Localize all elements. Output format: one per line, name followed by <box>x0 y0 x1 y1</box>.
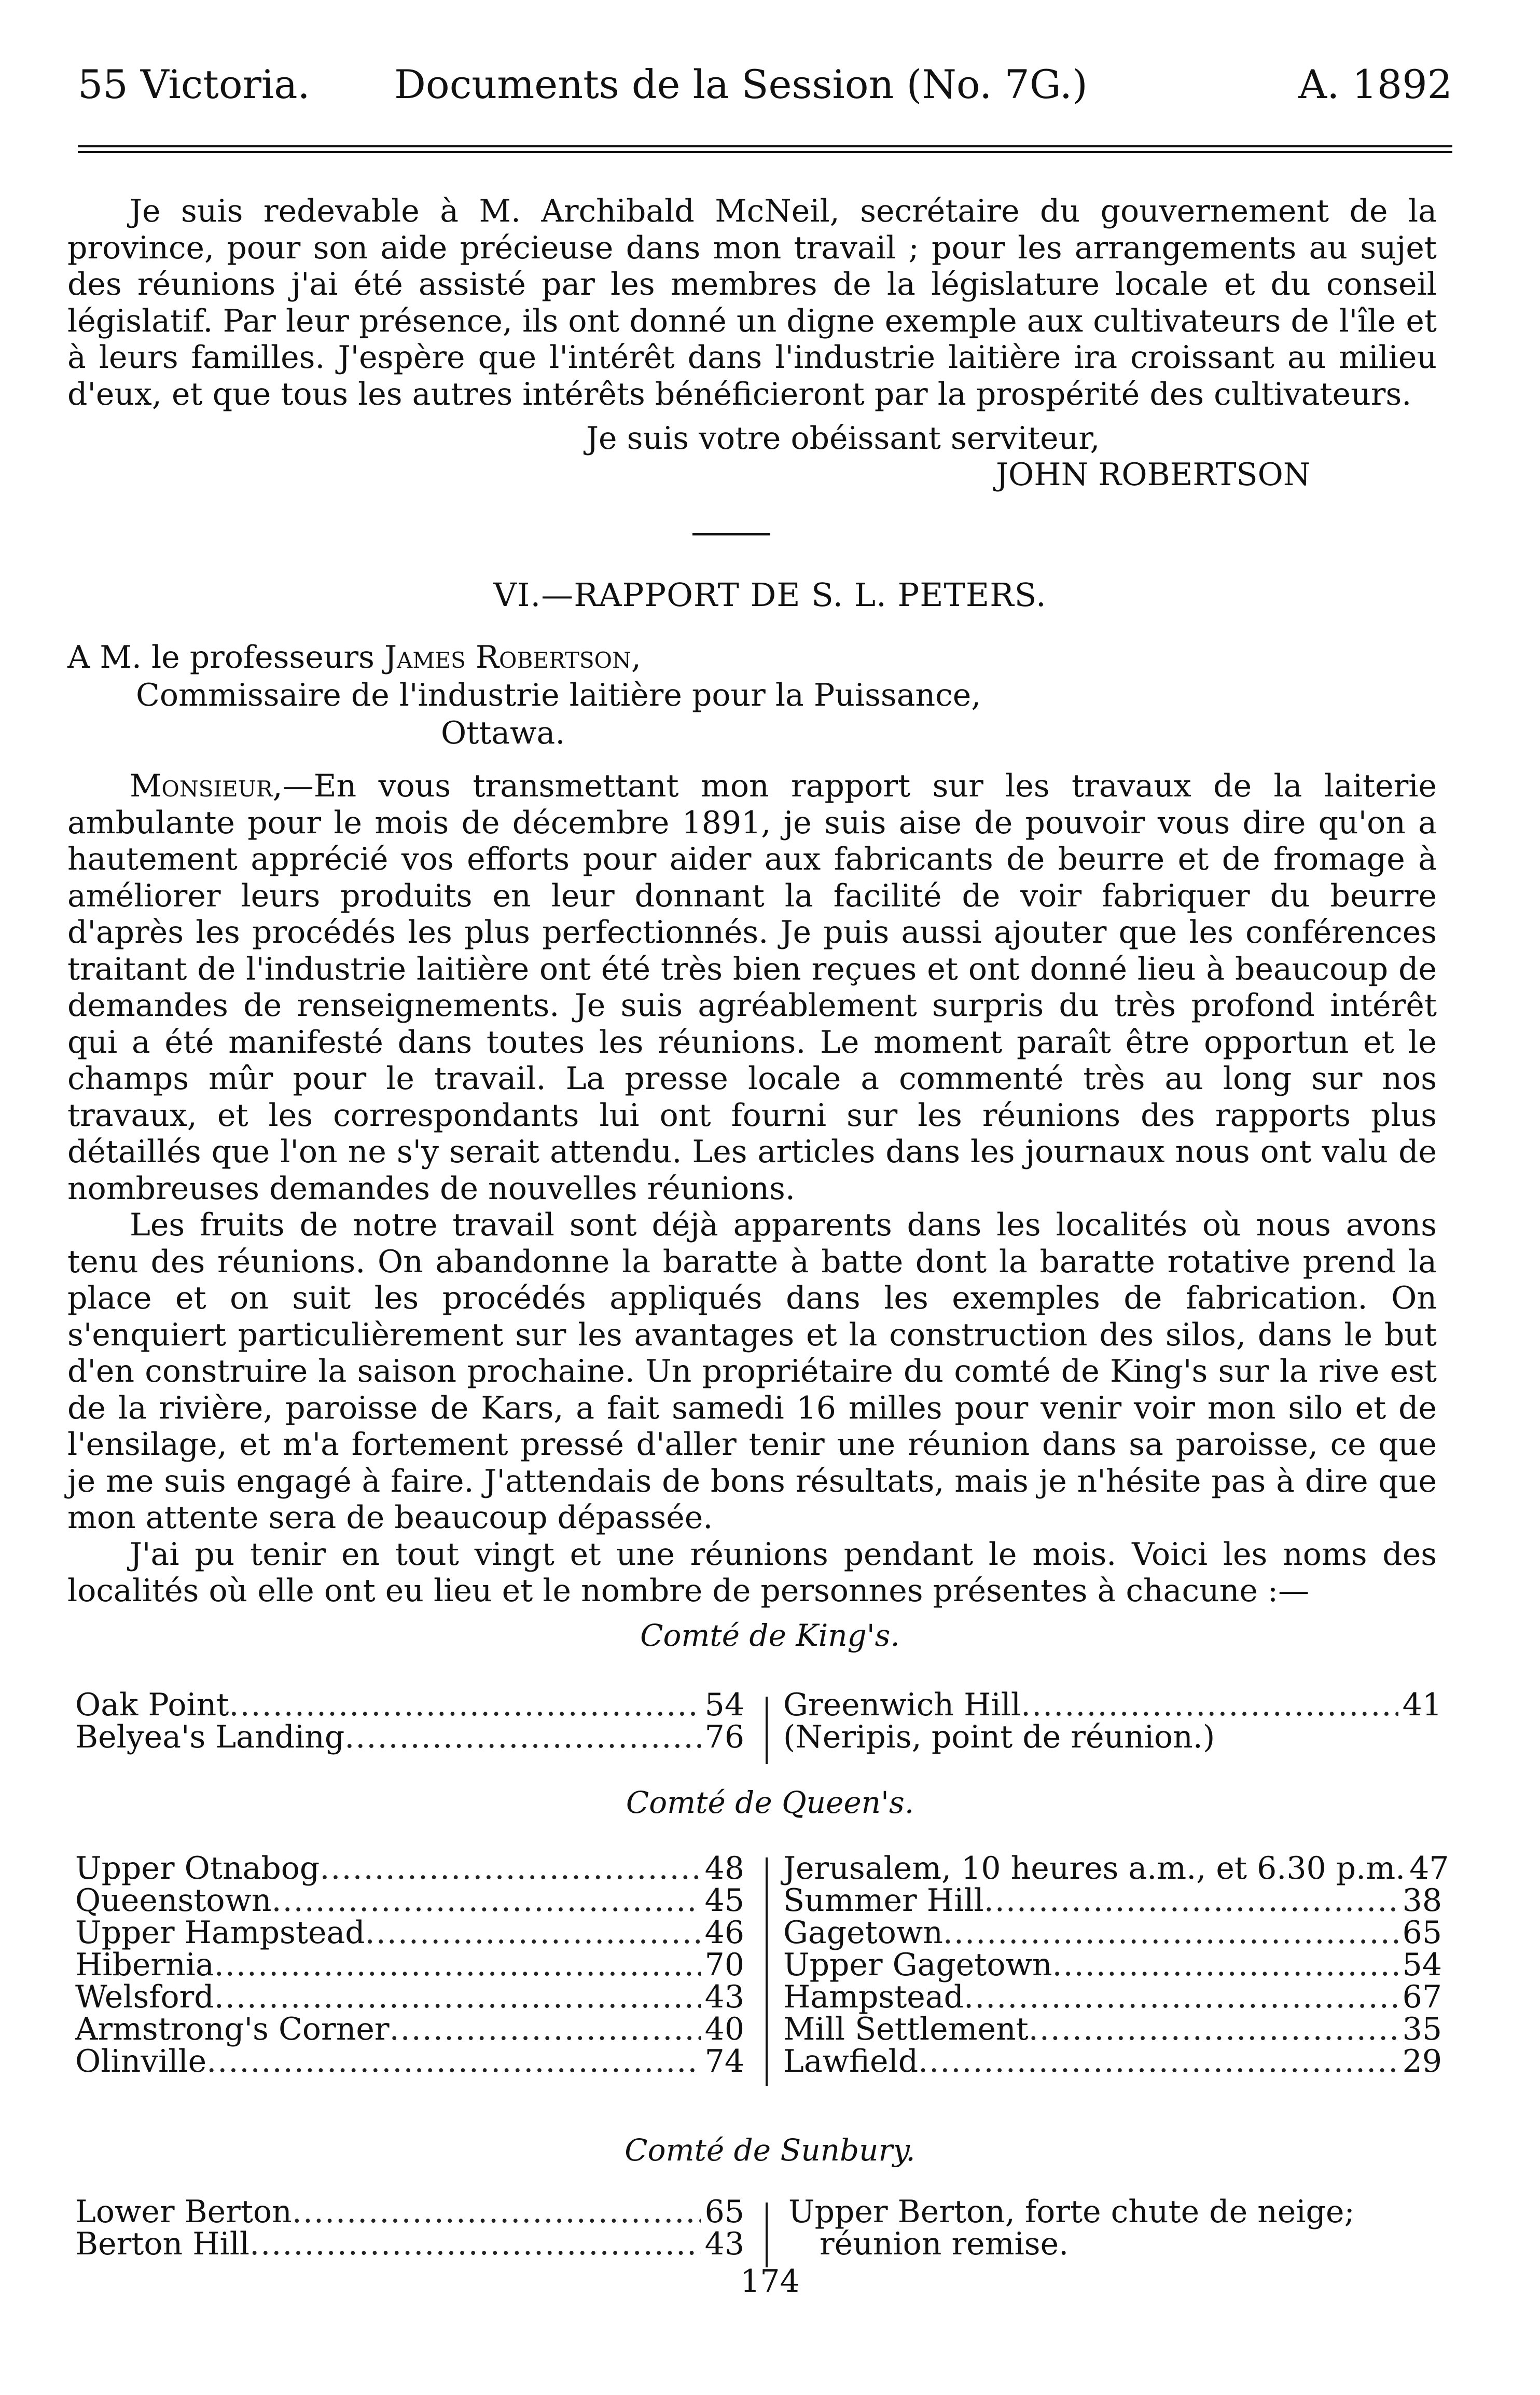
place-name: Upper Otnabog <box>75 1850 320 1887</box>
place-name: Summer Hill <box>783 1882 984 1919</box>
attendance-count: 74 <box>704 2043 744 2080</box>
attendance-count: 76 <box>704 1719 744 1755</box>
place-name: Upper Hampstead <box>75 1915 365 1951</box>
column-divider <box>766 1857 768 2086</box>
header-right: A. 1892 <box>1298 61 1452 107</box>
list-item <box>783 2013 1442 2045</box>
header-rule-bottom <box>78 151 1452 153</box>
place-name: Berton Hill <box>75 2226 250 2262</box>
place-name: Oak Point <box>75 1687 229 1723</box>
place-name: Jerusalem, 10 heures a.m., et 6.30 p.m. <box>783 1850 1406 1887</box>
kings-left-column <box>75 1689 744 1753</box>
address-addressee: James Robertson, <box>384 639 641 676</box>
attendance-count: 35 <box>1402 2011 1442 2047</box>
attendance-count: 41 <box>1402 1687 1442 1723</box>
attendance-count: 48 <box>704 1850 744 1887</box>
list-item <box>75 1917 744 1949</box>
salutation: Monsieur, <box>130 768 283 804</box>
attendance-count: 47 <box>1409 1850 1449 1887</box>
list-item <box>783 1949 1442 1981</box>
address-line-1 <box>67 639 641 676</box>
place-note: Upper Berton, forte chute de neige; <box>788 2194 1355 2230</box>
list-item <box>788 2196 1442 2228</box>
list-item <box>783 1884 1442 1917</box>
list-item <box>783 1850 1449 1887</box>
list-item <box>75 1721 744 1753</box>
header-rule-top <box>78 145 1452 147</box>
letter-paragraph-1 <box>67 768 1437 1207</box>
letter-paragraph-2: Les fruits de notre travail sont déjà apparents dans les localités où nous avons tenu des réunions. On abandonne la baratte à batte dont la baratte rotative prend la place et on suit les procédés appliqués dans les exemples de fabrication. On s'enquiert particulièrement sur les avantages et la construction des silos, dans le but d'en construire la saison prochaine. Un propriétaire du comté de King's sur la rive est de la rivière, paroisse de Kars, a fait samedi 16 milles pour venir voir mon silo et de l'ensilage, et m'a fortement pressé d'aller tenir une réunion dans sa paroisse, ce que je me suis engagé à faire. J'attendais de bons résultats, mais je n'hésite pas à dire que mon attente sera de beaucoup dépassée. <box>67 1207 1437 1536</box>
signoff-name: JOHN ROBERTSON <box>996 457 1311 493</box>
attendance-count: 43 <box>704 2226 744 2262</box>
attendance-count: 67 <box>1402 1979 1442 2015</box>
place-name: Lawfield <box>783 2043 919 2080</box>
place-name: Greenwich Hill <box>783 1687 1021 1723</box>
column-divider <box>766 1697 768 1764</box>
list-item <box>75 1689 744 1721</box>
address-line-2: Commissaire de l'industrie laitière pour la Puissance, <box>136 677 981 713</box>
letter-paragraph-1-text: —En vous transmettant mon rapport sur les travaux de la laiterie ambulante pour le mois de décembre 1891, je suis aise de pouvoir vous dire qu'on a hautement apprécié vos efforts pour aider aux fabricants de beurre et de fromage à améliorer leurs produits en leur donnant la facilité de voir fabriquer du beurre d'après les procédés les plus perfectionnés. Je puis aussi ajouter que les conférences traitant de l'industrie laitière ont été très bien reçues et ont donné lieu à beaucoup de demandes de renseignements. Je suis agréablement surpris du très profond intérêt qui a été manifesté dans toutes les réunions. Le moment paraît être opportun et le champs mûr pour le travail. La presse locale a commenté très au long sur nos travaux, et les correspondants lui ont fourni sur les réunions des rapports plus détaillés que l'on ne s'y serait attendu. Les articles dans les journaux nous ont valu de nombreuses demandes de nouvelles réunions. <box>67 768 1437 1207</box>
list-item <box>783 1689 1442 1721</box>
kings-right-column <box>783 1689 1442 1753</box>
list-item <box>788 2228 1442 2260</box>
list-item <box>783 1917 1442 1949</box>
attendance-count: 65 <box>1402 1915 1442 1951</box>
section-title: VI.—RAPPORT DE S. L. PETERS. <box>493 576 1047 614</box>
attendance-count: 54 <box>704 1687 744 1723</box>
place-name: Upper Gagetown <box>783 1947 1052 1983</box>
list-item <box>75 1981 744 2013</box>
county-heading-sunbury: Comté de Sunbury. <box>625 2132 915 2168</box>
place-name: Hibernia <box>75 1947 214 1983</box>
list-item <box>75 2043 744 2080</box>
place-name: Queenstown <box>75 1882 272 1919</box>
address-prefix: A M. le professeurs <box>67 639 384 676</box>
attendance-count: 65 <box>704 2194 744 2230</box>
attendance-count: 38 <box>1402 1882 1442 1919</box>
queens-left-column <box>75 1850 744 2080</box>
attendance-count: 29 <box>1402 2043 1442 2080</box>
attendance-count: 45 <box>704 1882 744 1919</box>
list-item <box>783 1981 1442 2013</box>
section-divider <box>692 533 770 535</box>
place-name: Olinville <box>75 2043 207 2080</box>
place-name: Armstrong's Corner <box>75 2011 390 2047</box>
sunbury-left-column <box>75 2196 744 2260</box>
list-item <box>75 2228 744 2260</box>
address-line-3: Ottawa. <box>441 715 565 751</box>
intro-paragraph-block <box>67 193 1437 412</box>
place-name: Belyea's Landing <box>75 1719 345 1755</box>
attendance-count: 70 <box>704 1947 744 1983</box>
attendance-count: 43 <box>704 1979 744 2015</box>
running-header <box>78 61 1452 113</box>
page-number: 174 <box>740 2263 800 2300</box>
column-divider <box>766 2203 768 2267</box>
place-name: Gagetown <box>783 1915 943 1951</box>
county-heading-kings: Comté de King's. <box>640 1618 900 1653</box>
intro-paragraph: Je suis redevable à M. Archibald McNeil, secrétaire du gouvernement de la province, pour son aide précieuse dans mon travail ; pour les arrangements au sujet des réunions j'ai été assisté par les membres de la législature locale et du conseil législatif. Par leur présence, ils ont donné un digne exemple aux cultivateurs de l'île et à leurs familles. J'espère que l'intérêt dans l'industrie laitière ira croissant au milieu d'eux, et que tous les autres intérêts bénéficieront par la prospérité des cultivateurs. <box>67 193 1437 412</box>
county-heading-queens: Comté de Queen's. <box>626 1785 914 1820</box>
list-item <box>75 2196 744 2228</box>
sunbury-right-column <box>788 2196 1442 2260</box>
place-note: réunion remise. <box>820 2226 1069 2262</box>
letter-body <box>67 768 1437 1609</box>
letter-paragraph-3: J'ai pu tenir en tout vingt et une réunions pendant le mois. Voici les noms des localités où elle ont eu lieu et le nombre de personnes présentes à chacune :— <box>67 1536 1437 1609</box>
place-name: Hampstead <box>783 1979 964 2015</box>
list-item <box>783 2043 1442 2080</box>
place-name: Lower Berton <box>75 2194 292 2230</box>
place-name: Mill Settlement <box>783 2011 1029 2047</box>
attendance-count: 54 <box>1402 1947 1442 1983</box>
place-note: (Neripis, point de réunion.) <box>783 1719 1215 1755</box>
list-item <box>783 1721 1442 1753</box>
list-item <box>75 1850 744 1887</box>
attendance-count: 40 <box>704 2011 744 2047</box>
list-item <box>75 2013 744 2045</box>
signoff-closing: Je suis votre obéissant serviteur, <box>586 420 1100 457</box>
list-item <box>75 1884 744 1917</box>
header-left: 55 Victoria. <box>78 61 310 107</box>
list-item <box>75 1949 744 1981</box>
header-center: Documents de la Session (No. 7G.) <box>394 61 1088 107</box>
queens-right-column <box>783 1850 1449 2080</box>
attendance-count: 46 <box>704 1915 744 1951</box>
place-name: Welsford <box>75 1979 214 2015</box>
